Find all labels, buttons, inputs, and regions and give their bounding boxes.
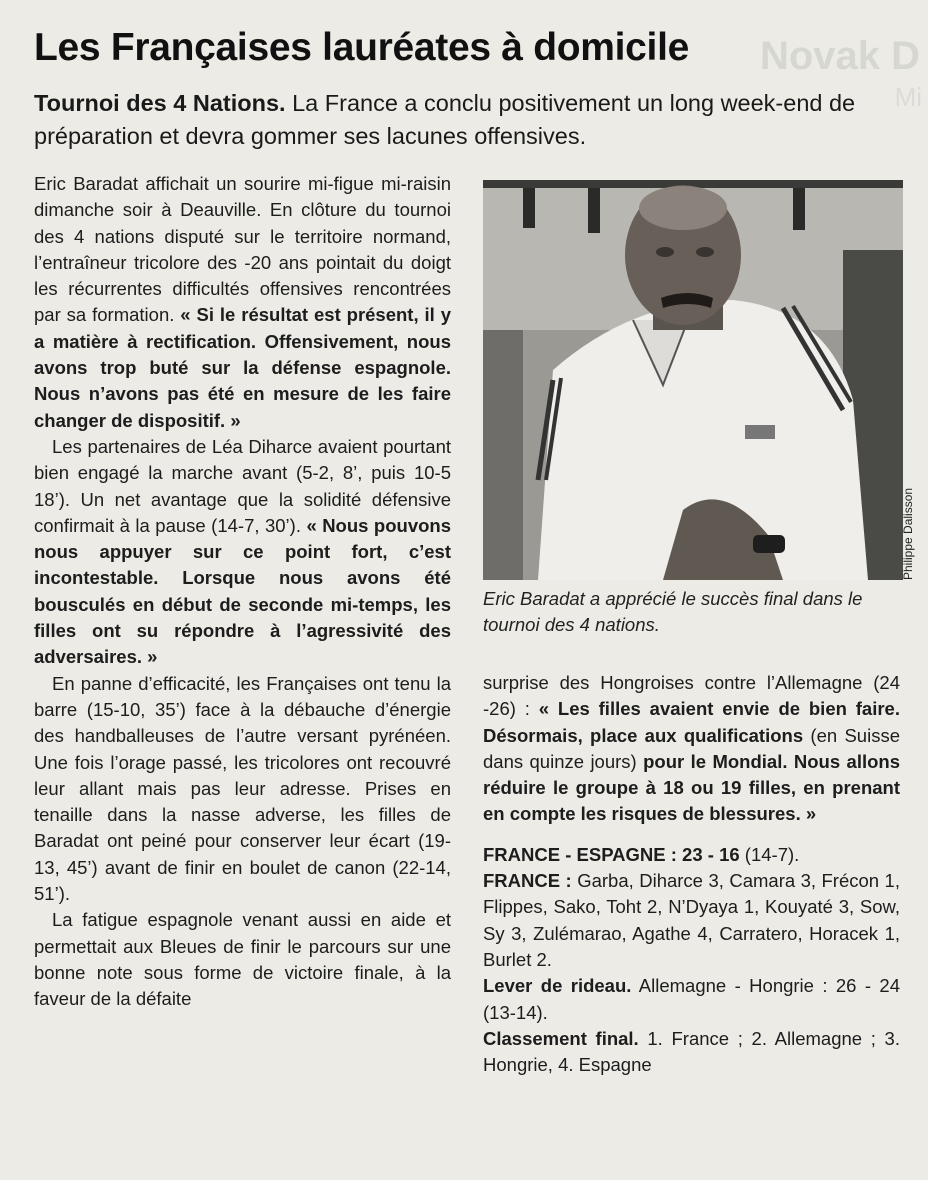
coach-photo — [483, 180, 903, 580]
curtain-head: Lever de rideau. — [483, 975, 632, 997]
result-line — [483, 842, 900, 868]
deck-lead: Tournoi des 4 Nations. — [34, 90, 286, 116]
team-line — [483, 868, 900, 973]
right-paragraph-1-text: surprise des Hongroises contre l’Allemagne (24 -26) : — [483, 672, 900, 720]
photo-credit: Philippe Dalisson — [901, 487, 915, 580]
curtain-line — [483, 973, 900, 1026]
deck-text: La France a conclu positivement un long week-end de préparation et devra gommer ses lacunes offensives. — [34, 90, 856, 149]
paragraph-3: En panne d’efficacité, les Françaises ont tenu la barre (15-10, 35’) face à la débauche d’énergie des handballeuses de l’autre versant pyrénéen. Une fois l’orage passé, les tricolores ont recouvré leur allant mais pas leur adresse. Prises en tenaille dans la nasse adverse, les filles de Baradat ont peiné pour conserver leur écart (19-13, 45’) avant de finir en boulet de canon (22-14, 51’). — [34, 672, 451, 905]
paragraph-2-quote: « Nous pouvons nous appuyer sur ce point fort, c’est incontestable. Lorsque nous avons été bousculés en début de seconde mi-temps, les filles ont su répondre à l’agressivité des adversaires. » — [34, 514, 452, 668]
team-list: Garba, Diharce 3, Camara 3, Frécon 1, Flippes, Sako, Toht 2, N’Dyaya 1, Kouyaté 3, Sow, Sy 3, Zulémarao, Agathe 4, Carratero, Horacek 1, Burlet 2. — [483, 870, 900, 970]
background-bleed-title: Novak D — [759, 34, 920, 78]
paragraph-2 — [34, 434, 451, 671]
paragraph-2-text: Les partenaires de Léa Diharce avaient pourtant bien engagé la marche avant (5-2, 8’, puis 10-5 18’). Un net avantage que la solidité défensive confirmait à la pause (14-7, 30’). — [34, 435, 451, 536]
paragraph-1-quote: « Si le résultat est présent, il y a matière à rectification. Offensivement, nous avons trop buté sur la défense espagnole. Nous n’avons pas été en mesure de les faire changer de dispositif. » — [34, 304, 452, 431]
team-head: FRANCE : — [483, 870, 572, 892]
coach-photo-illustration — [483, 180, 903, 580]
spacer — [483, 828, 900, 842]
right-quote-2: pour le Mondial. Nous allons réduire le groupe à 18 ou 19 filles, en prenant en compte les risques de blessures. » — [483, 750, 900, 825]
deck — [34, 87, 884, 153]
ranking-line — [483, 1026, 900, 1079]
right-paragraph-1 — [483, 670, 900, 828]
ranking-head: Classement final. — [483, 1027, 639, 1049]
result-half: (14-7). — [739, 843, 800, 865]
result-head: FRANCE - ESPAGNE : 23 - 16 — [483, 843, 740, 865]
paragraph-4: La fatigue espagnole venant aussi en aide et permettait aux Bleues de finir le parcours sur une bonne note sous forme de victoire finale, à la faveur de la défaite — [34, 909, 451, 1010]
photo-caption: Eric Baradat a apprécié le succès final dans le tournoi des 4 nations. — [483, 588, 863, 635]
headline: Les Françaises lauréates à domicile — [34, 26, 690, 69]
ranking-text: 1. France ; 2. Allemagne ; 3. Hongrie, 4. Espagne — [483, 1027, 900, 1076]
background-bleed-sub: Mi — [894, 82, 922, 112]
paragraph-1-text: Eric Baradat affichait un sourire mi-figue mi-raisin dimanche soir à Deauville. En clôture du tournoi des 4 nations disputé sur le territoire normand, l’entraîneur tricolore des -20 ans pointait du doigt les récurrentes difficultés offensives rencontrées par sa formation. — [34, 173, 451, 326]
paragraph-1 — [34, 171, 451, 434]
curtain-text: Allemagne - Hongrie : 26 - 24 (13-14). — [483, 975, 900, 1023]
right-column — [483, 670, 900, 1078]
right-quote-1: « Les filles avaient envie de bien faire. Désormais, place aux qualifications — [483, 698, 900, 746]
left-column — [34, 171, 451, 1013]
right-parenthetical: (en Suisse dans quinze jours) — [483, 724, 900, 772]
